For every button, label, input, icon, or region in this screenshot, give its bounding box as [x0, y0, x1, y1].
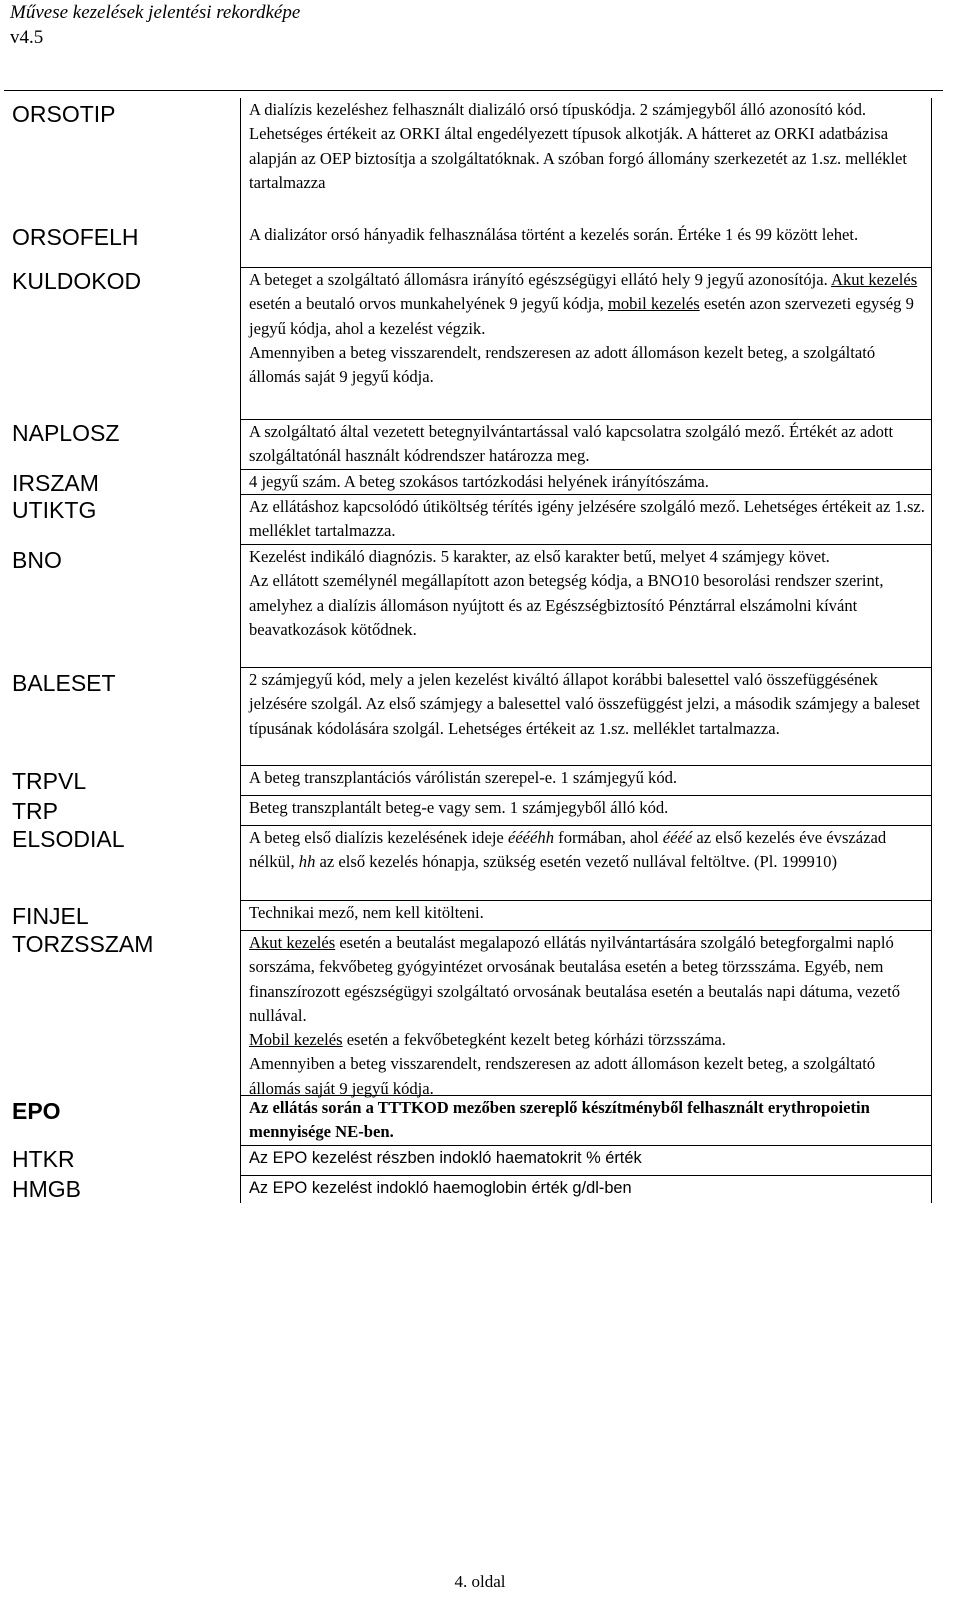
- italic-term: ééééhh: [507, 828, 555, 847]
- field-code: BNO: [12, 547, 62, 573]
- field-description: [240, 544, 932, 667]
- description-text: az első kezelés éve évszázad nélkül,: [249, 828, 887, 872]
- description-text: esetén a beutalást megalapozó ellátás nyilvántartására szolgáló betegforgalmi napló sorszáma, fekvőbeteg gyógyintézet orvosának beutalása esetén a beteg törzsszáma. Egyéb, nem finanszírozott egészségügyi szolgáltató orvosának beutalása esetén a beutalás napi dátuma, vezető nullával.: [249, 933, 901, 1025]
- field-description: [240, 494, 932, 544]
- field-code: EPO: [12, 1098, 61, 1124]
- field-description: [240, 1145, 932, 1175]
- description-paragraph: [249, 268, 927, 341]
- description-line: Technikai mező, nem kell kitölteni.: [249, 903, 484, 922]
- page-header: [10, 0, 300, 50]
- field-code: ORSOFELH: [12, 224, 139, 250]
- underlined-term: Akut kezelés: [249, 933, 336, 952]
- description-line: Az EPO kezelést részben indokló haematokrit % érték: [249, 1149, 642, 1167]
- field-description: [240, 267, 932, 419]
- italic-term: hh: [298, 852, 316, 872]
- field-description: [240, 900, 932, 930]
- underlined-term: Mobil kezelés: [249, 1030, 343, 1050]
- description-text: A beteget a szolgáltató állomásra irányító egészségügyi ellátó hely 9 jegyű azonosítója.: [249, 270, 831, 289]
- field-code: UTIKTG: [12, 497, 97, 523]
- italic-term: éééé: [662, 828, 693, 847]
- field-description: [240, 223, 932, 267]
- description-line: Lehetséges értékeit az ORKI által engedélyezett típusok alkotják. A hátteret az ORKI adatbázisa alapján az OEP biztosítja a szolgáltatóknak. A szóban forgó állomány szerkezetét az 1.sz. melléklet tartalmazza: [249, 124, 907, 192]
- description-text: esetén a fekvőbetegként kezelt beteg kórházi törzsszáma.: [342, 1030, 726, 1050]
- description-line: A beteg transzplantációs várólistán szerepel-e. 1 számjegyű kód.: [249, 768, 678, 787]
- description-paragraph: [249, 931, 927, 1028]
- description-line: Kezelést indikáló diagnózis. 5 karakter, az első karakter betű, melyet 4 számjegy követ.: [249, 547, 830, 566]
- description-line: Az EPO kezelést indokló haemoglobin érték g/dl-ben: [249, 1179, 632, 1197]
- field-code: ELSODIAL: [12, 826, 125, 852]
- field-code: TRP: [12, 798, 58, 824]
- underlined-term: mobil kezelés: [607, 294, 700, 314]
- field-description: [240, 765, 932, 795]
- description-line: A dializátor orsó hányadik felhasználása történt a kezelés során. Értéke 1 és 99 között lehet.: [249, 225, 859, 244]
- description-text: formában, ahol: [554, 828, 663, 847]
- description-line: Az ellátott személynél megállapított azon betegség kódja, a BNO10 besorolási rendszer szerint, amelyhez a dialízis állomáson nyújtott és az Egészségbiztosító Pénztárral elszámolni kívánt beavatkozások kötődnek.: [249, 571, 884, 639]
- description-line: Az ellátás során a TTTKOD mezőben szereplő készítményből felhasznált erythropoietin mennyisége NE-ben.: [249, 1098, 870, 1142]
- description-line: A szolgáltató által vezetett betegnyilvántartással való kapcsolatra szolgáló mező. Értékét az adott szolgáltatónál használt kódrendszer határozza meg.: [249, 422, 894, 466]
- field-code: FINJEL: [12, 903, 89, 929]
- field-description: [240, 825, 932, 900]
- underlined-term: Akut kezelés: [831, 270, 918, 289]
- field-description: [240, 98, 932, 223]
- field-code: ORSOTIP: [12, 101, 116, 127]
- field-code: TORZSSZAM: [12, 931, 154, 957]
- field-description: [240, 930, 932, 1098]
- field-description: [240, 795, 932, 825]
- field-description: [240, 1175, 932, 1203]
- field-code: NAPLOSZ: [12, 420, 120, 446]
- field-code: HMGB: [12, 1176, 81, 1202]
- description-paragraph: [249, 826, 927, 875]
- field-code: HTKR: [12, 1146, 75, 1172]
- field-code: IRSZAM: [12, 470, 99, 496]
- field-description: [240, 469, 932, 494]
- description-text: esetén azon szervezeti egység 9 jegyű kódja, ahol a kezelést végzik.: [249, 294, 914, 338]
- field-code: TRPVL: [12, 768, 87, 794]
- field-code: BALESET: [12, 670, 116, 696]
- field-description: [240, 1095, 932, 1145]
- description-text: az első kezelés hónapja, szükség esetén vezető nullával feltöltve. (Pl. 199910): [315, 852, 837, 872]
- description-line: 2 számjegyű kód, mely a jelen kezelést kiváltó állapot korábbi balesettel való összefüggésének jelzésére szolgál. Az első számjegy a balesettel való összefüggést jelzi, a második számjegy a baleset típusának kódolására szolgál. Lehetséges értékeit az 1.sz. melléklet tartalmazza.: [249, 670, 920, 738]
- page-number: 4. oldal: [454, 1572, 506, 1591]
- description-text: esetén a beutaló orvos munkahelyének 9 jegyű kódja,: [249, 294, 608, 314]
- document-title: Művese kezelések jelentési rekordképe: [10, 2, 301, 23]
- description-text: A beteg első dialízis kezelésének ideje: [249, 828, 508, 847]
- description-line: A dialízis kezeléshez felhasznált dializáló orsó típuskódja. 2 számjegyből álló azonosító kód.: [249, 100, 867, 119]
- description-paragraph: [249, 1028, 927, 1052]
- field-code: KULDOKOD: [12, 268, 142, 294]
- description-line: Az ellátáshoz kapcsolódó útiköltség térítés igény jelzésére szolgáló mező. Lehetséges értékeit az 1.sz. melléklet tartalmazza.: [249, 497, 925, 541]
- field-description: [240, 667, 932, 765]
- description-line: 4 jegyű szám. A beteg szokásos tartózkodási helyének irányítószáma.: [249, 472, 709, 491]
- description-line: Beteg transzplantált beteg-e vagy sem. 1 számjegyből álló kód.: [249, 798, 669, 817]
- description-line: Amennyiben a beteg visszarendelt, rendszeresen az adott állomáson kezelt beteg, a szolgáltató állomás saját 9 jegyű kódja.: [249, 342, 876, 387]
- document-version: v4.5: [10, 27, 44, 48]
- field-description: [240, 419, 932, 469]
- table-top-border: [4, 90, 943, 91]
- description-line: Amennyiben a beteg visszarendelt, rendszeresen az adott állomáson kezelt beteg, a szolgáltató állomás saját 9 jegyű kódja.: [249, 1054, 876, 1098]
